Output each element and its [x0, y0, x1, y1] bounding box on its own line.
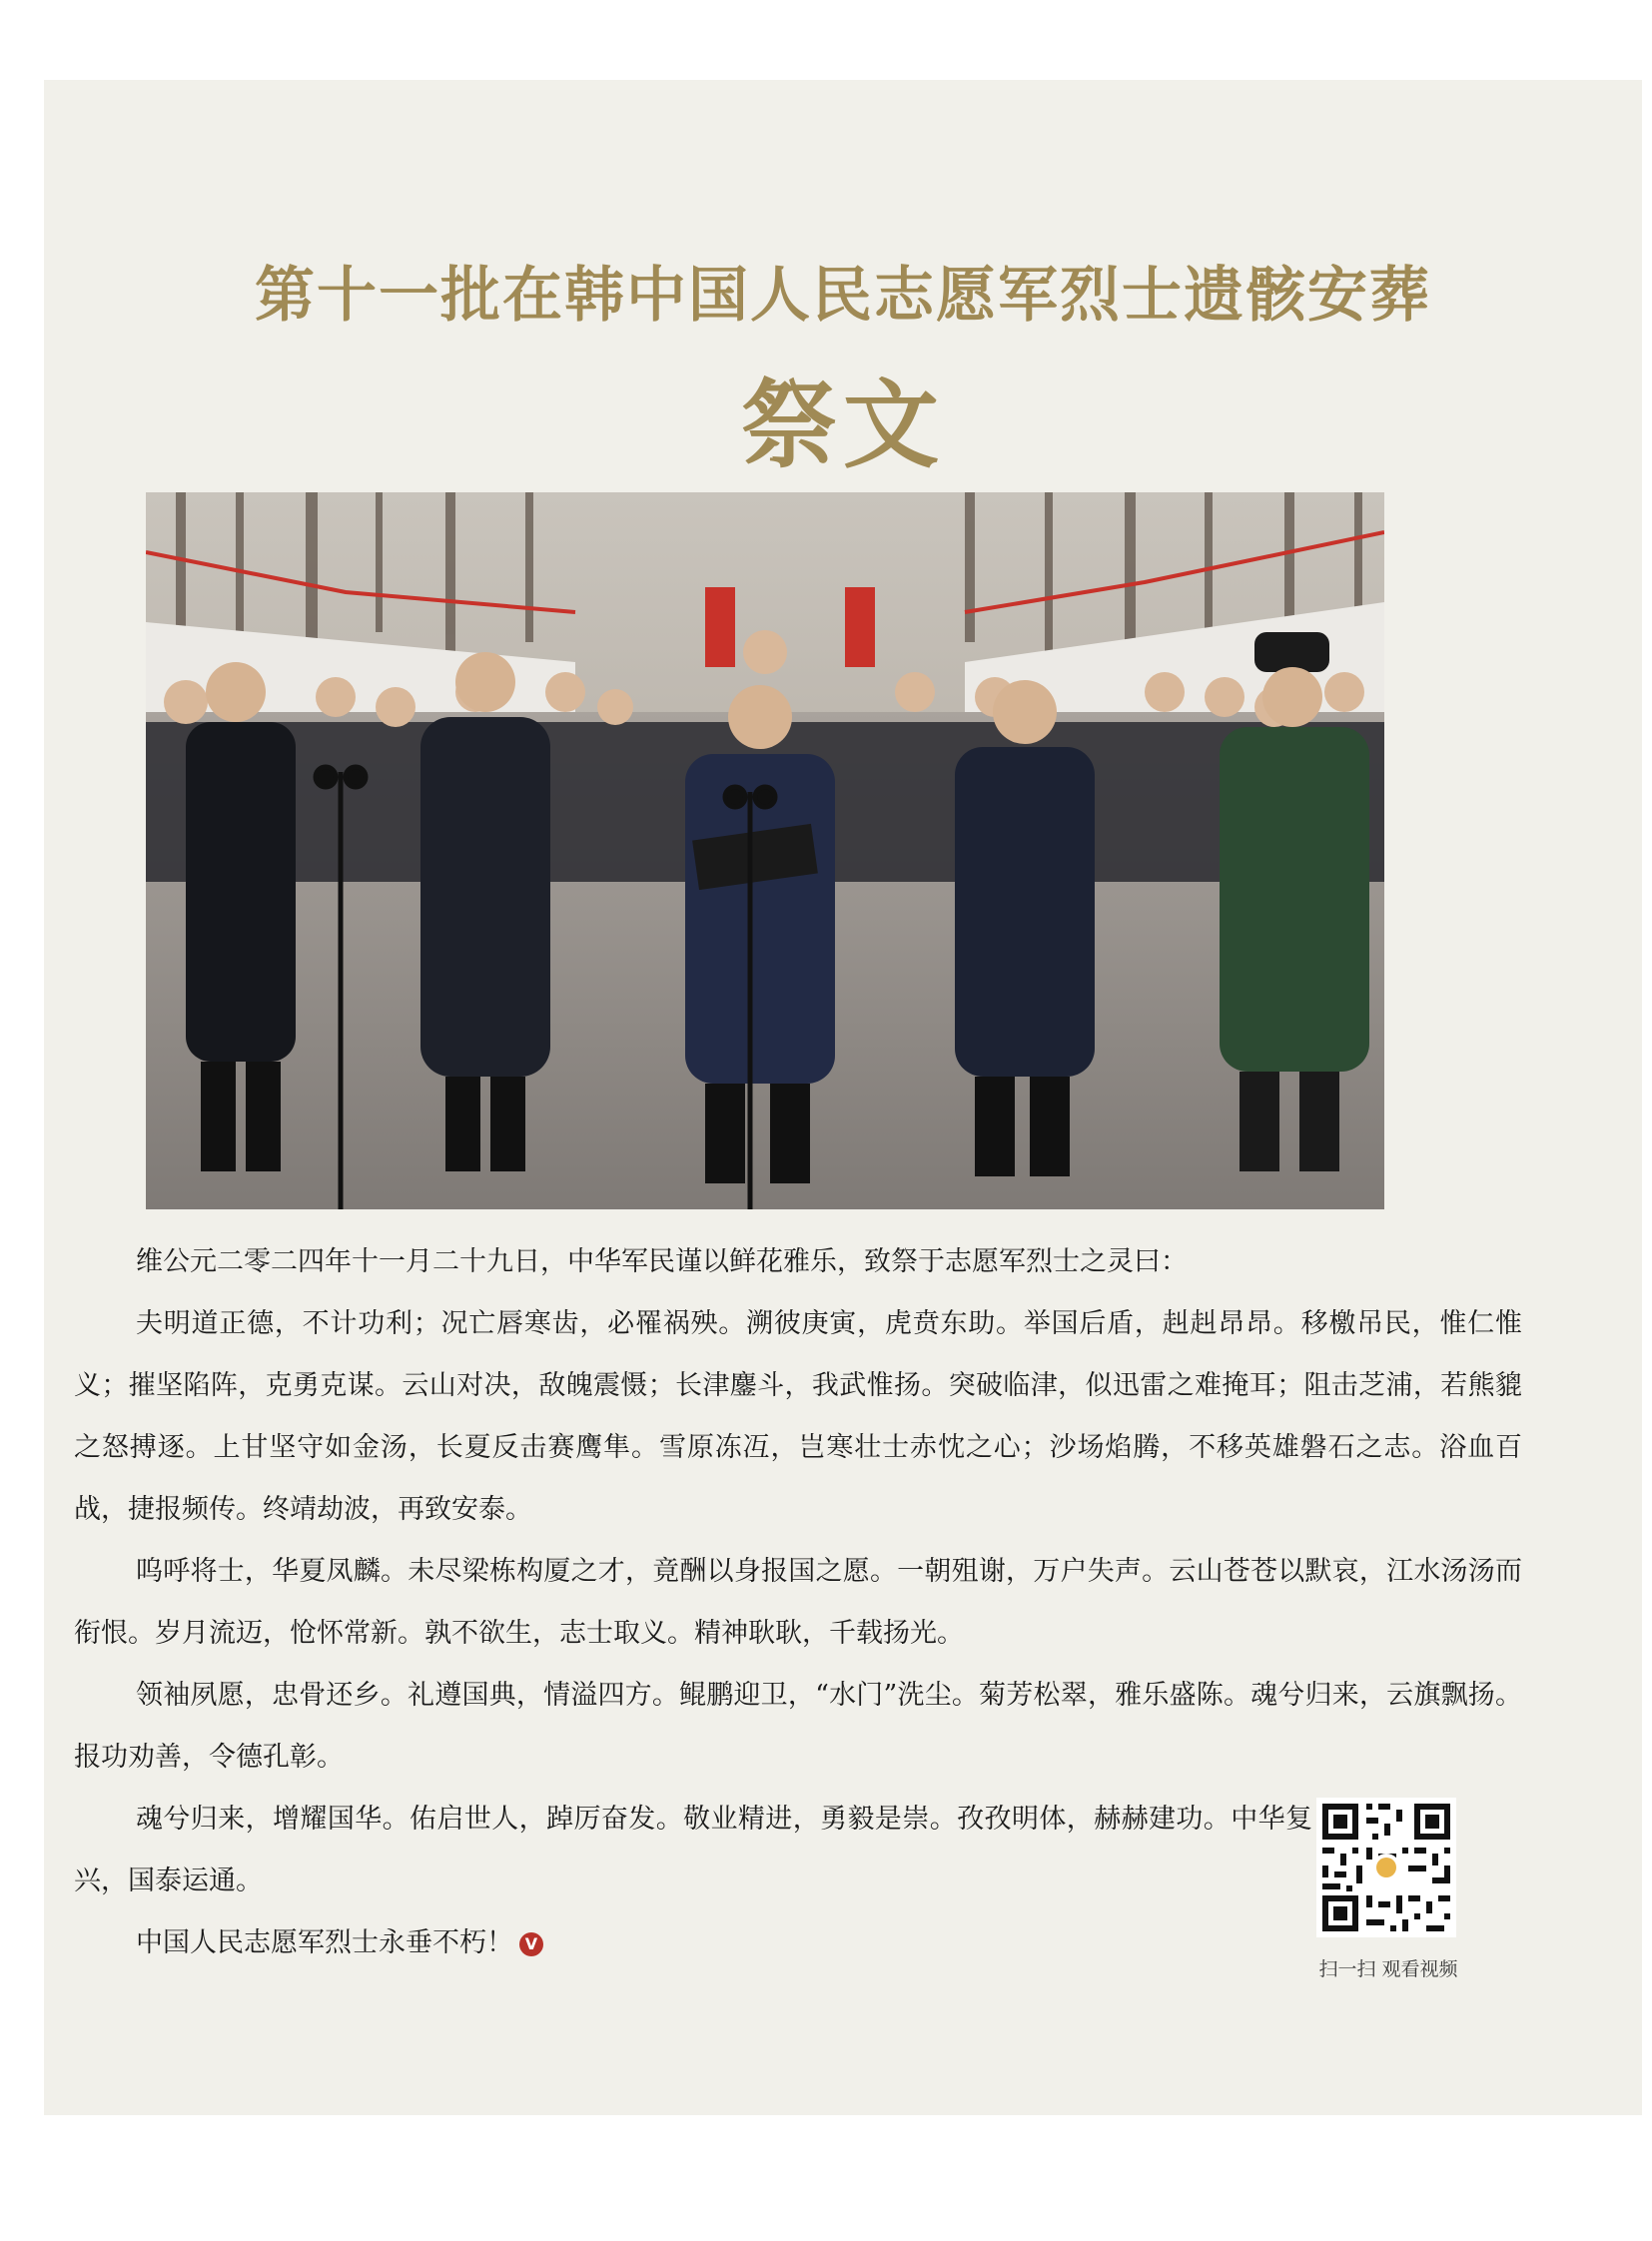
qr-code-icon: [1316, 1798, 1456, 1937]
paragraph: 魂兮归来，增耀国华。佑启世人，踔厉奋发。敬业精进，勇毅是崇。孜孜明体，赫赫建功。中华复兴，国泰运通。: [74, 1804, 1312, 1896]
qr-caption: 扫一扫 观看视频: [1318, 1958, 1458, 1980]
article-subtitle: 祭文: [741, 369, 945, 481]
paragraph: 夫明道正德，不计功利；况亡唇寒齿，必罹祸殃。溯彼庚寅，虎贲东助。举国后盾，赳赳昂昂。移檄吊民，惟仁惟义；摧坚陷阵，克勇克谋。云山对决，敌魄震慑；长津鏖斗，我武惟扬。突破临津，似迅雷之难掩耳；阻击芝浦，若熊貔之怒搏逐。上甘坚守如金汤，长夏反击赛鹰隼。雪原冻冱，岂寒壮士赤忱之心；沙场焰腾，不移英雄磐石之志。浴血百战，捷报频传。终靖劫波，再致安泰。: [74, 1308, 1522, 1525]
paragraph: 维公元二零二四年十一月二十九日，中华军民谨以鲜花雅乐，致祭于志愿军烈士之灵曰：: [136, 1246, 1188, 1277]
closing-text: 中国人民志愿军烈士永垂不朽！: [136, 1927, 513, 1958]
ceremony-photo-illustration: [146, 492, 1384, 1209]
ceremony-photo: [146, 492, 1384, 1209]
qr-code[interactable]: [1316, 1798, 1456, 1937]
article-body: [74, 1231, 1522, 1974]
end-mark-icon: V: [519, 1932, 543, 1956]
article-title: 第十一批在韩中国人民志愿军烈士遗骸安葬: [255, 261, 1431, 331]
paragraph: 领袖夙愿，忠骨还乡。礼遵国典，情溢四方。鲲鹏迎卫，“水门”洗尘。菊芳松翠，雅乐盛陈。魂兮归来，云旗飘扬。报功劝善，令德孔彰。: [74, 1680, 1522, 1773]
paragraph: 呜呼将士，华夏凤麟。未尽梁栋构厦之才，竟酬以身报国之愿。一朝殂谢，万户失声。云山苍苍以默哀，江水汤汤而衔恨。岁月流迈，怆怀常新。孰不欲生，志士取义。精神耿耿，千载扬光。: [74, 1556, 1522, 1649]
